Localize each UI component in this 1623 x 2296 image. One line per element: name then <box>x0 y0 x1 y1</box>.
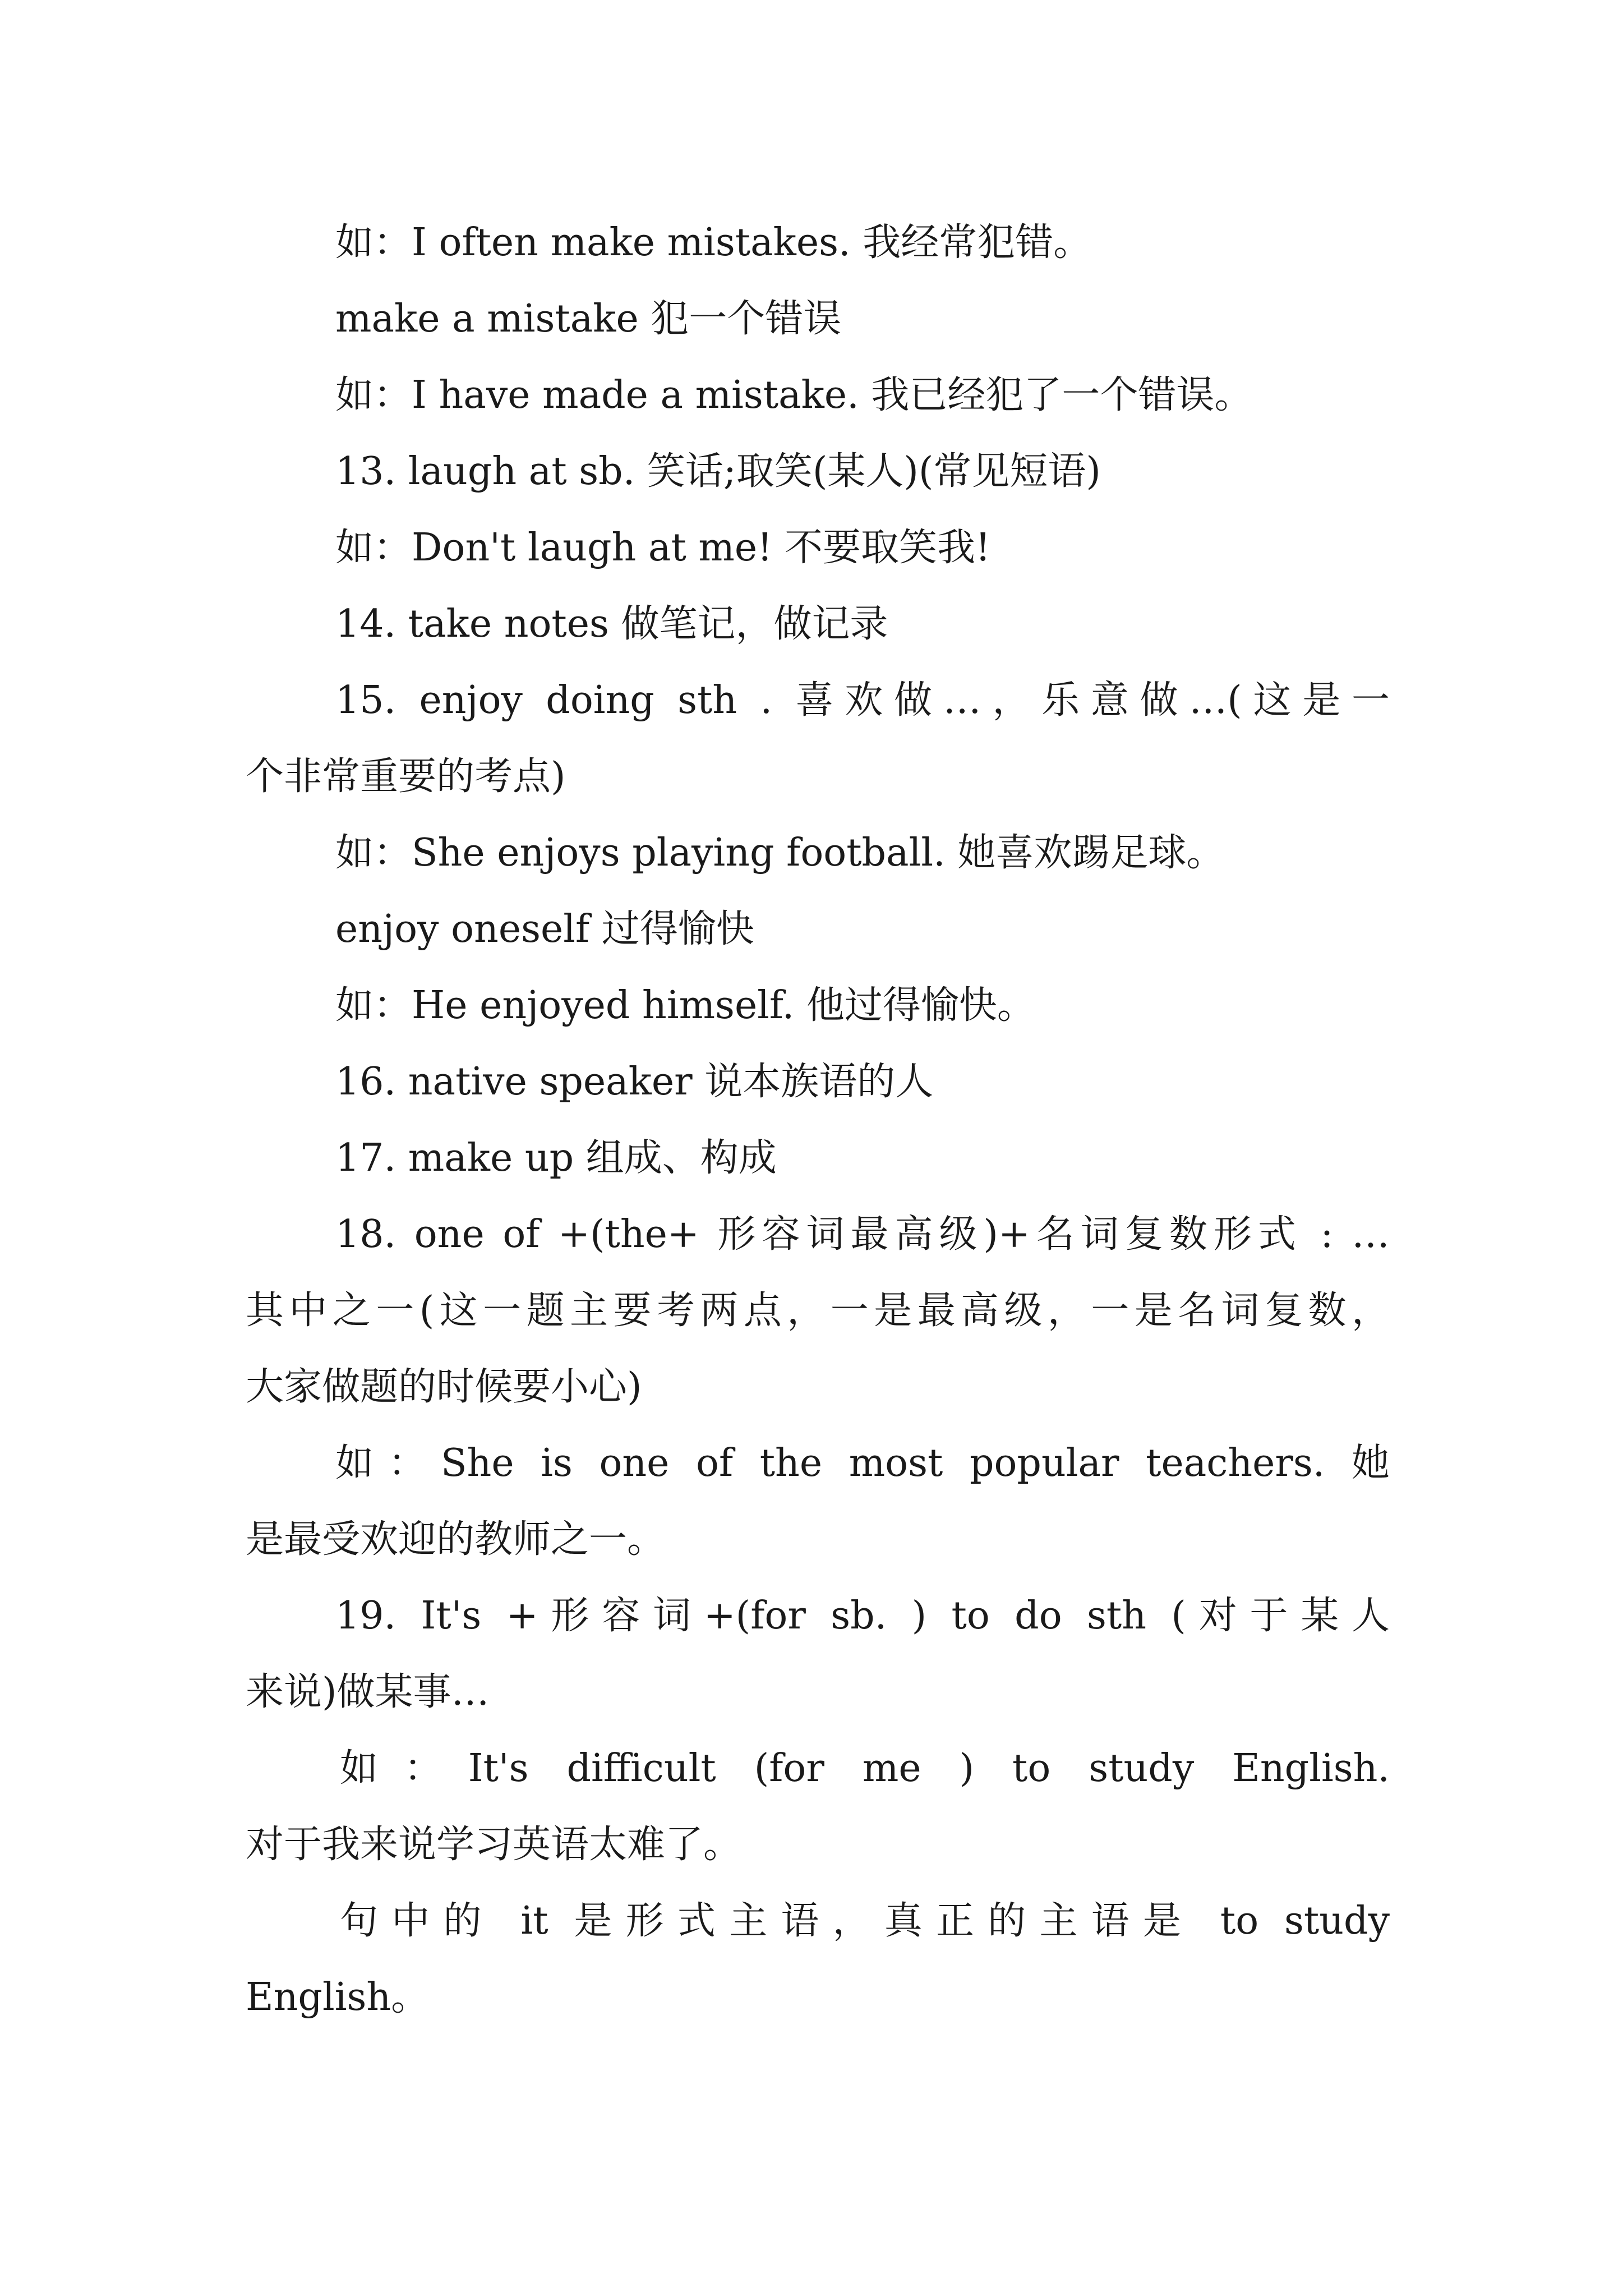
text-line: 19. It's +形容词+(for sb. ) to do sth (对于某人 <box>335 1594 1390 1638</box>
text-line: 如：It's difficult (for me ) to study English. <box>340 1746 1390 1791</box>
text-line: enjoy oneself 过得愉快 <box>335 907 754 951</box>
text-line: 句中的 it 是形式主语，真正的主语是 to study <box>340 1899 1390 1943</box>
text-line: 13. laugh at sb. 笑话;取笑(某人)(常见短语) <box>335 449 1101 494</box>
text-line: 17. make up 组成、构成 <box>335 1136 777 1180</box>
text-line: 来说)做某事… <box>246 1670 490 1714</box>
text-line: English。 <box>246 1975 430 2019</box>
text-line: 其中之一(这一题主要考两点，一是最高级，一是名词复数， <box>246 1289 1390 1333</box>
text-line: 18. one of +(the+ 形容词最高级)+名词复数形式 : … <box>335 1212 1390 1257</box>
text-line: 16. native speaker 说本族语的人 <box>335 1060 934 1104</box>
text-line: 个非常重要的考点) <box>246 754 566 799</box>
text-line: 如：She enjoys playing football. 她喜欢踢足球。 <box>335 831 1225 875</box>
text-line: 如：She is one of the most popular teachers. 她 <box>335 1441 1390 1485</box>
text-line: 是最受欢迎的教师之一。 <box>246 1517 666 1562</box>
text-line: 如：He enjoyed himself. 他过得愉快。 <box>335 983 1035 1028</box>
text-line: 如：Don't laugh at me! 不要取笑我! <box>335 526 991 570</box>
text-line: make a mistake 犯一个错误 <box>335 297 842 341</box>
text-line: 如：I often make mistakes. 我经常犯错。 <box>335 220 1092 265</box>
text-line: 大家做题的时候要小心) <box>246 1365 642 1409</box>
text-line: 15. enjoy doing sth . 喜欢做…，乐意做…(这是一 <box>335 678 1390 723</box>
text-line: 如：I have made a mistake. 我已经犯了一个错误。 <box>335 373 1253 417</box>
text-line: 14. take notes 做笔记，做记录 <box>335 602 888 646</box>
text-line: 对于我来说学习英语太难了。 <box>246 1823 742 1867</box>
